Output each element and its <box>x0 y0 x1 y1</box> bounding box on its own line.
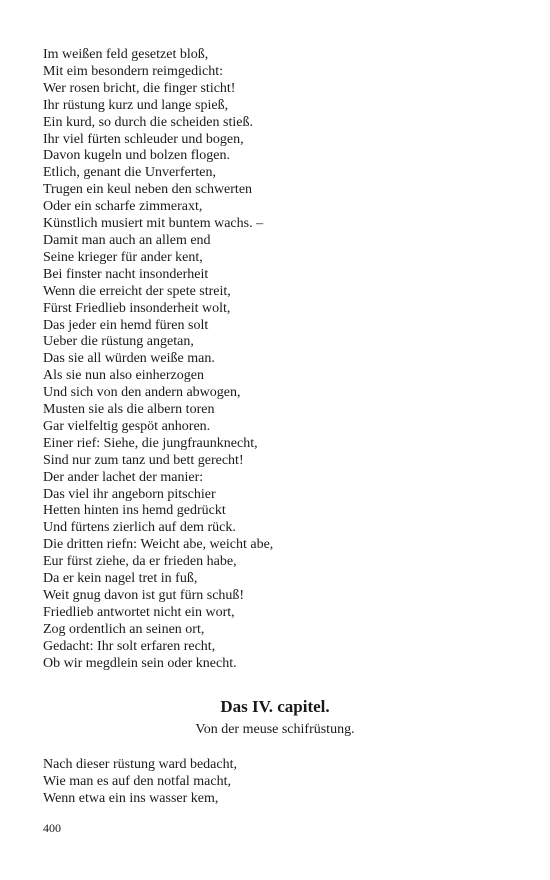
verse-line: Ein kurd, so durch die scheiden stieß. <box>43 114 253 130</box>
verse-line: Eur fürst ziehe, da er frieden habe, <box>43 554 237 570</box>
verse-line: Davon kugeln und bolzen flogen. <box>43 148 231 164</box>
verse-line: Wenn die erreicht der spete streit, <box>43 283 231 299</box>
verse-line: Hetten hinten ins hemd gedrückt <box>43 503 226 519</box>
page-number: 400 <box>43 821 61 835</box>
verse-line: Mit eim besondern reimgedicht: <box>43 63 224 79</box>
verse-line: Damit man auch an allem end <box>43 232 211 248</box>
verse-line: Musten sie als die albern toren <box>43 402 215 418</box>
verse-line: Oder ein scharfe zimmeraxt, <box>43 199 203 215</box>
verse-line: Wer rosen bricht, die finger sticht! <box>43 80 236 96</box>
verse-line: Ihr viel fürten schleuder und bogen, <box>43 131 244 147</box>
verse-line: Der ander lachet der manier: <box>43 469 204 485</box>
verse-block <box>43 47 273 673</box>
verse-line: Gedacht: Ihr solt erfaren recht, <box>43 638 216 654</box>
verse-line: Und fürtens zierlich auf dem rück. <box>43 520 236 536</box>
verse-line: Künstlich musiert mit buntem wachs. – <box>43 216 264 232</box>
verse-line: Bei finster nacht insonderheit <box>43 266 209 282</box>
verse-line: Trugen ein keul neben den schwerten <box>43 182 253 198</box>
verse-line: Und sich von den andern abwogen, <box>43 385 241 401</box>
verse-line: Wie man es auf den notfal macht, <box>43 773 231 789</box>
verse-line: Wenn etwa ein ins wasser kem, <box>43 790 219 806</box>
verse-line: Friedlieb antwortet nicht ein wort, <box>43 604 235 620</box>
verse-line: Da er kein nagel tret in fuß, <box>43 571 198 587</box>
verse-line: Seine krieger für ander kent, <box>43 249 203 265</box>
verse-block-continued <box>43 757 237 808</box>
verse-line: Ueber die rüstung angetan, <box>43 334 194 350</box>
verse-line: Das viel ihr angeborn pitschier <box>43 486 216 502</box>
verse-line: Etlich, genant die Unverferten, <box>43 165 216 181</box>
verse-line: Weit gnug davon ist gut fürn schuß! <box>43 588 245 603</box>
verse-line: Ob wir megdlein sein oder knecht. <box>43 655 237 671</box>
verse-line: Zog ordentlich an seinen ort, <box>43 621 205 637</box>
chapter-subtitle: Von der meuse schifrüstung. <box>195 722 355 737</box>
chapter-title: Das IV. capitel. <box>220 697 330 716</box>
verse-line: Das jeder ein hemd füren solt <box>43 317 209 333</box>
verse-line: Die dritten riefn: Weicht abe, weicht abe, <box>43 537 274 553</box>
verse-line: Ihr rüstung kurz und lange spieß, <box>43 97 229 113</box>
verse-line: Sind nur zum tanz und bett gerecht! <box>43 452 244 468</box>
verse-line: Nach dieser rüstung ward bedacht, <box>43 757 237 772</box>
verse-line: Das sie all würden weiße man. <box>43 351 215 367</box>
verse-line: Gar vielfeltig gespöt anhoren. <box>43 418 211 434</box>
verse-line: Als sie nun also einherzogen <box>43 368 204 384</box>
verse-line: Fürst Friedlieb insonderheit wolt, <box>43 300 231 316</box>
verse-line: Im weißen feld gesetzet bloß, <box>43 47 209 62</box>
verse-line: Einer rief: Siehe, die jungfraunknecht, <box>43 435 258 451</box>
